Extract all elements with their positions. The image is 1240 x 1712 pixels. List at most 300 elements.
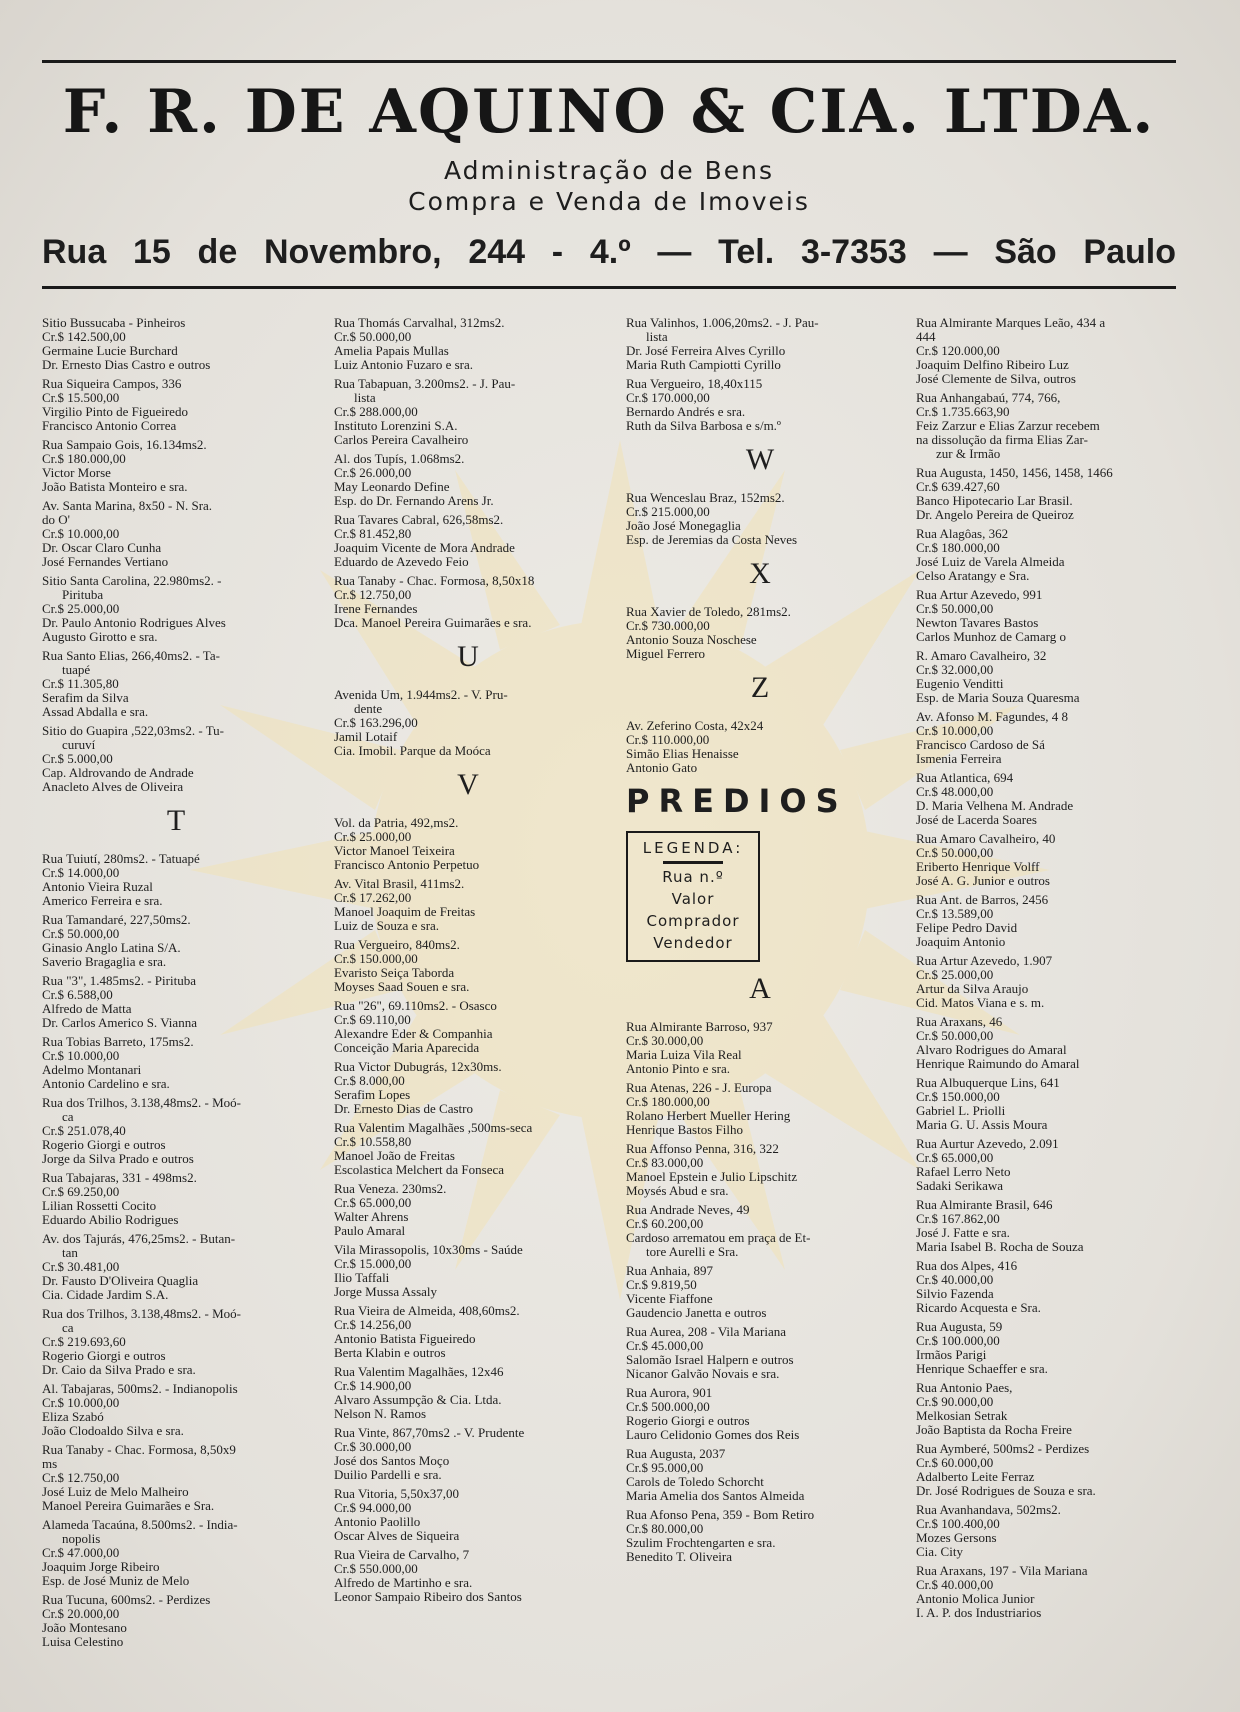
entry-value: Cr.$ 81.452,80 <box>334 527 412 541</box>
entry-value: Cr.$ 8.000,00 <box>334 1074 405 1088</box>
section-letter: W <box>745 443 775 476</box>
entry-line: Manoel João de Freitas <box>334 1149 455 1163</box>
listing-entry <box>916 1015 1184 1071</box>
entry-line: Cap. Aldrovando de Andrade <box>42 766 194 780</box>
entry-line: Serafim Lopes <box>334 1088 411 1102</box>
entry-line: Miguel Ferrero <box>626 647 706 661</box>
entry-line: nopolis <box>62 1532 101 1546</box>
entry-line: Manoel Pereira Guimarães e Sra. <box>42 1499 215 1513</box>
entry-line: Ginasio Anglo Latina S/A. <box>42 941 181 955</box>
entry-value: Cr.$ 9.819,50 <box>626 1278 697 1292</box>
entry-value: Cr.$ 10.558,80 <box>334 1135 412 1149</box>
entry-line: Amelia Papais Mullas <box>334 344 449 358</box>
entry-line: Banco Hipotecario Lar Brasil. <box>916 494 1073 508</box>
entry-address: Rua Valinhos, 1.006,20ms2. - J. Pau- <box>626 316 819 330</box>
listing-entry <box>334 938 602 994</box>
entry-line: Carlos Munhoz de Camarg o <box>916 630 1066 644</box>
entry-line: Vicente Fiaffone <box>626 1292 713 1306</box>
entry-address: Rua Vitoria, 5,50x37,00 <box>334 1487 459 1501</box>
listing-entry <box>916 893 1184 949</box>
entry-line: Alvaro Assumpção & Cia. Ltda. <box>334 1393 502 1407</box>
entry-line: Irene Fernandes <box>334 602 418 616</box>
entry-line: Alfredo de Matta <box>42 1002 132 1016</box>
entry-line: Augusto Girotto e sra. <box>42 630 158 644</box>
entry-value: Cr.$ 48.000,00 <box>916 785 994 799</box>
entry-line: Carlos Pereira Cavalheiro <box>334 433 469 447</box>
listing-entry <box>42 1307 310 1377</box>
entry-value: Cr.$ 47.000,00 <box>42 1546 120 1560</box>
top-rule <box>42 60 1176 63</box>
listing-entry <box>42 649 310 719</box>
entry-line: Dr. Paulo Antonio Rodrigues Alves <box>42 616 226 630</box>
entry-line: Sadaki Serikawa <box>916 1179 1004 1193</box>
entry-line: Dr. José Rodrigues de Souza e sra. <box>916 1484 1096 1498</box>
listing-entry <box>42 316 310 372</box>
listing-entry <box>334 1426 602 1482</box>
entry-line: Gabriel L. Priolli <box>916 1104 1006 1118</box>
entry-line: Rogerio Giorgi e outros <box>42 1349 166 1363</box>
entry-address: Rua Tucuna, 600ms2. - Perdizes <box>42 1593 211 1607</box>
legend-line: LEGENDA: <box>642 839 744 857</box>
entry-value: Cr.$ 30.000,00 <box>334 1440 412 1454</box>
entry-line: ms <box>42 1457 58 1471</box>
entry-value: Cr.$ 25.000,00 <box>916 968 994 982</box>
entry-line: Conceição Maria Aparecida <box>334 1041 480 1055</box>
entry-line: Duilio Pardelli e sra. <box>334 1468 442 1482</box>
entry-address: Av. dos Tajurás, 476,25ms2. - Butan- <box>42 1232 236 1246</box>
entry-value: Cr.$ 10.000,00 <box>42 527 120 541</box>
entry-address: Rua "26", 69.110ms2. - Osasco <box>334 999 497 1013</box>
entry-address: Rua Wenceslau Braz, 152ms2. <box>626 491 785 505</box>
entry-line: Rogerio Giorgi e outros <box>42 1138 166 1152</box>
entry-line: Berta Klabin e outros <box>334 1346 446 1360</box>
entry-address: Rua Vieira de Carvalho, 7 <box>334 1548 470 1562</box>
entry-value: Cr.$ 163.296,00 <box>334 716 418 730</box>
entry-line: Eriberto Henrique Volff <box>916 860 1040 874</box>
entry-line: João Clodoaldo Silva e sra. <box>42 1424 184 1438</box>
entry-line: Moysés Abud e sra. <box>626 1184 729 1198</box>
entry-value: Cr.$ 100.400,00 <box>916 1517 1000 1531</box>
entry-line: Celso Aratangy e Sra. <box>916 569 1030 583</box>
listing-entry <box>42 1593 310 1649</box>
listing-entry <box>42 913 310 969</box>
entry-line: Feiz Zarzur e Elias Zarzur recebem <box>916 419 1100 433</box>
entry-value: Cr.$ 80.000,00 <box>626 1522 704 1536</box>
entry-address: Rua Tanaby - Chac. Formosa, 8,50x9 <box>42 1443 236 1457</box>
listing-entry <box>916 527 1184 583</box>
entry-line: na dissolução da firma Elias Zar- <box>916 433 1088 447</box>
entry-line: Dr. Carlos Americo S. Vianna <box>42 1016 197 1030</box>
entry-address: Rua Atenas, 226 - J. Europa <box>626 1081 772 1095</box>
entry-line: Ricardo Acquesta e Sra. <box>916 1301 1041 1315</box>
business-line-1: Administração de Bens <box>444 156 774 185</box>
entry-address: Rua Araxans, 46 <box>916 1015 1003 1029</box>
entry-line: Luisa Celestino <box>42 1635 124 1649</box>
listing-entry <box>916 832 1184 888</box>
entry-address: Sitio do Guapira ,522,03ms2. - Tu- <box>42 724 225 738</box>
entry-line: José Luiz de Melo Malheiro <box>42 1485 189 1499</box>
entry-line: Adalberto Leite Ferraz <box>916 1470 1035 1484</box>
entry-line: Maria Isabel B. Rocha de Souza <box>916 1240 1084 1254</box>
entry-line: Henrique Bastos Filho <box>626 1123 743 1137</box>
entry-address: Rua Tabajaras, 331 - 498ms2. <box>42 1171 197 1185</box>
entry-address: Rua Aurea, 208 - Vila Mariana <box>626 1325 786 1339</box>
entry-line: Cia. City <box>916 1545 963 1559</box>
entry-address: Rua Tavares Cabral, 626,58ms2. <box>334 513 504 527</box>
entry-address: Rua Andrade Neves, 49 <box>626 1203 750 1217</box>
listing-entry <box>334 513 602 569</box>
listing-entry <box>916 710 1184 766</box>
entry-line: Antonio Pinto e sra. <box>626 1062 730 1076</box>
header-rule <box>42 286 1176 289</box>
entry-line: Rafael Lerro Neto <box>916 1165 1011 1179</box>
listing-entry <box>42 499 310 569</box>
entry-address: Sitio Bussucaba - Pinheiros <box>42 316 186 330</box>
entry-line: Antonio Cardelino e sra. <box>42 1077 170 1091</box>
firm-name: F. R. DE AQUINO & CIA. LTDA. <box>62 77 1156 147</box>
entry-value: Cr.$ 5.000,00 <box>42 752 113 766</box>
entry-line: Esp. de Jeremias da Costa Neves <box>626 533 798 547</box>
entry-value: Cr.$ 40.000,00 <box>916 1273 994 1287</box>
entry-line: João Baptista da Rocha Freire <box>916 1423 1072 1437</box>
entry-line: Manoel Epstein e Julio Lipschitz <box>626 1170 798 1184</box>
business-line-2: Compra e Venda de Imoveis <box>408 187 810 216</box>
entry-line: Cid. Matos Viana e s. m. <box>916 996 1045 1010</box>
listing-entry <box>334 1487 602 1543</box>
entry-line: Escolastica Melchert da Fonseca <box>334 1163 505 1177</box>
entry-value: Cr.$ 288.000,00 <box>334 405 418 419</box>
entry-line: Benedito T. Oliveira <box>626 1550 733 1564</box>
entry-value: Cr.$ 170.000,00 <box>626 391 710 405</box>
entry-address: Alameda Tacaúna, 8.500ms2. - India- <box>42 1518 238 1532</box>
listing-entry <box>42 724 310 794</box>
listing-entry <box>626 316 894 372</box>
entry-line: Dr. Ernesto Dias de Castro <box>334 1102 474 1116</box>
entry-line: Dr. José Ferreira Alves Cyrillo <box>626 344 786 358</box>
entry-address: Rua Vergueiro, 840ms2. <box>334 938 460 952</box>
entry-value: Cr.$ 120.000,00 <box>916 344 1000 358</box>
listing-entry <box>42 1443 310 1513</box>
entry-line: Luiz Antonio Fuzaro e sra. <box>334 358 473 372</box>
entry-line: Saverio Bragaglia e sra. <box>42 955 167 969</box>
entry-line: Esp. do Dr. Fernando Arens Jr. <box>334 494 494 508</box>
entry-value: Cr.$ 13.589,00 <box>916 907 994 921</box>
entry-line: curuví <box>62 738 96 752</box>
entry-line: Victor Morse <box>42 466 111 480</box>
entry-line: ca <box>62 1321 74 1335</box>
entry-value: Cr.$ 30.481,00 <box>42 1260 120 1274</box>
entry-value: Cr.$ 1.735.663,90 <box>916 405 1010 419</box>
listing-entry <box>334 316 602 372</box>
entry-line: Rolano Herbert Mueller Hering <box>626 1109 791 1123</box>
listing-entry <box>626 491 894 547</box>
entry-line: Eliza Szabó <box>42 1410 104 1424</box>
entry-line: Francisco Antonio Correa <box>42 419 177 433</box>
entry-line: Esp. de Maria Souza Quaresma <box>916 691 1080 705</box>
entry-line: Maria Amelia dos Santos Almeida <box>626 1489 805 1503</box>
listing-entry <box>916 1503 1184 1559</box>
entry-value: Cr.$ 45.000,00 <box>626 1339 704 1353</box>
listing-entry <box>916 1564 1184 1620</box>
listing-entry <box>42 1382 310 1438</box>
entry-line: Dr. Caio da Silva Prado e sra. <box>42 1363 196 1377</box>
listing-entry <box>42 438 310 494</box>
entry-line: Alexandre Eder & Companhia <box>334 1027 493 1041</box>
entry-line: João José Monegaglia <box>626 519 741 533</box>
entry-address: Rua Almirante Marques Leão, 434 a <box>916 316 1106 330</box>
entry-value: Cr.$ 30.000,00 <box>626 1034 704 1048</box>
entry-value: Cr.$ 17.262,00 <box>334 891 412 905</box>
listing-entry <box>916 771 1184 827</box>
entry-address: Rua Tabapuan, 3.200ms2. - J. Pau- <box>334 377 516 391</box>
entry-line: Eugenio Venditti <box>916 677 1004 691</box>
entry-line: Henrique Schaeffer e sra. <box>916 1362 1048 1376</box>
entry-value: Cr.$ 100.000,00 <box>916 1334 1000 1348</box>
entry-address: Rua Xavier de Toledo, 281ms2. <box>626 605 791 619</box>
entry-line: Maria Ruth Campiotti Cyrillo <box>626 358 781 372</box>
listing-entry <box>334 1304 602 1360</box>
entry-line: Francisco Antonio Perpetuo <box>334 858 480 872</box>
entry-line: dente <box>354 702 383 716</box>
entry-address: Rua Augusta, 2037 <box>626 1447 726 1461</box>
section-letter: T <box>166 804 186 837</box>
entry-line: tuapé <box>62 663 91 677</box>
entry-line: Maria G. U. Assis Moura <box>916 1118 1048 1132</box>
listing-entry <box>916 1198 1184 1254</box>
entry-line: Felipe Pedro David <box>916 921 1018 935</box>
entry-address: Rua Vinte, 867,70ms2 .- V. Prudente <box>334 1426 525 1440</box>
entry-address: Al. dos Tupís, 1.068ms2. <box>334 452 465 466</box>
entry-line: José A. G. Junior e outros <box>916 874 1050 888</box>
entry-address: Al. Tabajaras, 500ms2. - Indianopolis <box>42 1382 238 1396</box>
entry-line: Jorge Mussa Assaly <box>334 1285 438 1299</box>
entry-value: Cr.$ 10.000,00 <box>42 1049 120 1063</box>
entry-value: Cr.$ 83.000,00 <box>626 1156 704 1170</box>
column-4 <box>916 316 1184 1625</box>
legend-divider <box>663 861 723 864</box>
entry-address: R. Amaro Cavalheiro, 32 <box>916 649 1047 663</box>
entry-line: Melkosian Setrak <box>916 1409 1008 1423</box>
section-letter: V <box>457 768 479 801</box>
entry-value: Cr.$ 180.000,00 <box>626 1095 710 1109</box>
entry-line: Leonor Sampaio Ribeiro dos Santos <box>334 1590 522 1604</box>
entry-line: Moyses Saad Souen e sra. <box>334 980 470 994</box>
entry-line: Dca. Manoel Pereira Guimarães e sra. <box>334 616 532 630</box>
entry-address: Av. Zeferino Costa, 42x24 <box>626 719 764 733</box>
entry-value: Cr.$ 95.000,00 <box>626 1461 704 1475</box>
listing-entry <box>334 1121 602 1177</box>
entry-line: Dr. Fausto D'Oliveira Quaglia <box>42 1274 199 1288</box>
entry-line: Ilio Taffali <box>334 1271 390 1285</box>
entry-address: Rua Tuiutí, 280ms2. - Tatuapé <box>42 852 200 866</box>
entry-line: Irmãos Parigi <box>916 1348 987 1362</box>
entry-address: Rua Anhangabaú, 774, 766, <box>916 391 1061 405</box>
entry-line: Evaristo Seiça Taborda <box>334 966 455 980</box>
listing-entry <box>916 466 1184 522</box>
entry-address: Rua Valentim Magalhães ,500ms-seca <box>334 1121 533 1135</box>
listing-entry <box>334 688 602 758</box>
entry-line: Henrique Raimundo do Amaral <box>916 1057 1080 1071</box>
entry-address: Rua Ant. de Barros, 2456 <box>916 893 1049 907</box>
entry-line: João Montesano <box>42 1621 127 1635</box>
entry-value: Cr.$ 150.000,00 <box>916 1090 1000 1104</box>
entry-value: Cr.$ 50.000,00 <box>916 602 994 616</box>
entry-line: May Leonardo Define <box>334 480 450 494</box>
address-line: Rua 15 de Novembro, 244 - 4.º — Tel. 3-7353 — São Paulo <box>42 233 1176 271</box>
entry-address: Rua Almirante Brasil, 646 <box>916 1198 1053 1212</box>
listing-entry <box>334 452 602 508</box>
listing-entry <box>42 1232 310 1302</box>
entry-line: ca <box>62 1110 74 1124</box>
entry-address: Rua Artur Azevedo, 1.907 <box>916 954 1053 968</box>
entry-line: Antonio Batista Figueiredo <box>334 1332 476 1346</box>
entry-value: Cr.$ 500.000,00 <box>626 1400 710 1414</box>
entry-address: Rua Afonso Pena, 359 - Bom Retiro <box>626 1508 815 1522</box>
entry-line: Joaquim Antonio <box>916 935 1006 949</box>
entry-value: Cr.$ 10.000,00 <box>916 724 994 738</box>
entry-address: Rua Valentim Magalhães, 12x46 <box>334 1365 504 1379</box>
entry-address: Vol. da Patria, 492,ms2. <box>334 816 459 830</box>
entry-value: Cr.$ 110.000,00 <box>626 733 710 747</box>
entry-value: Cr.$ 65.000,00 <box>334 1196 412 1210</box>
entry-address: Rua Albuquerque Lins, 641 <box>916 1076 1060 1090</box>
entry-address: Avenida Um, 1.944ms2. - V. Pru- <box>334 688 508 702</box>
listing-entry <box>916 1320 1184 1376</box>
entry-value: Cr.$ 50.000,00 <box>334 330 412 344</box>
entry-address: Rua "3", 1.485ms2. - Pirituba <box>42 974 196 988</box>
entry-address: Rua Siqueira Campos, 336 <box>42 377 182 391</box>
listing-entry <box>626 1020 894 1076</box>
entry-address: Rua Almirante Barroso, 937 <box>626 1020 773 1034</box>
entry-value: Cr.$ 65.000,00 <box>916 1151 994 1165</box>
entry-value: Cr.$ 730.000,00 <box>626 619 710 633</box>
column-2 <box>334 316 602 1609</box>
entry-address: Rua Augusta, 1450, 1456, 1458, 1466 <box>916 466 1113 480</box>
entry-line: Dr. Angelo Pereira de Queiroz <box>916 508 1074 522</box>
entry-line: Nelson N. Ramos <box>334 1407 427 1421</box>
entry-line: Ruth da Silva Barbosa e s/m.º <box>626 419 781 433</box>
entry-value: Cr.$ 11.305,80 <box>42 677 119 691</box>
entry-line: tan <box>62 1246 78 1260</box>
entry-line: zur & Irmão <box>936 447 1001 461</box>
section-letter: X <box>749 557 771 590</box>
entry-line: Esp. de José Muniz de Melo <box>42 1574 190 1588</box>
listing-entry <box>626 1386 894 1442</box>
entry-value: Cr.$ 15.500,00 <box>42 391 120 405</box>
entry-line: Dr. Ernesto Dias Castro e outros <box>42 358 211 372</box>
entry-line: Alvaro Rodrigues do Amaral <box>916 1043 1067 1057</box>
entry-value: Cr.$ 32.000,00 <box>916 663 994 677</box>
listing-entry <box>916 1137 1184 1193</box>
entry-line: Americo Ferreira e sra. <box>42 894 163 908</box>
entry-address: Rua Affonso Penna, 316, 322 <box>626 1142 779 1156</box>
entry-line: 444 <box>916 330 936 344</box>
entry-value: Cr.$ 167.862,00 <box>916 1212 1000 1226</box>
listing-entry <box>334 816 602 872</box>
entry-value: Cr.$ 94.000,00 <box>334 1501 412 1515</box>
entry-value: Cr.$ 142.500,00 <box>42 330 126 344</box>
entry-line: Bernardo Andrés e sra. <box>626 405 746 419</box>
listing-entry <box>916 1442 1184 1498</box>
entry-address: Rua Tamandaré, 227,50ms2. <box>42 913 191 927</box>
entry-value: Cr.$ 15.000,00 <box>334 1257 412 1271</box>
listing-entry <box>334 574 602 630</box>
entry-line: Oscar Alves de Siqueira <box>334 1529 460 1543</box>
entry-value: Cr.$ 50.000,00 <box>42 927 120 941</box>
entry-value: Cr.$ 25.000,00 <box>42 602 120 616</box>
entry-address: Rua Amaro Cavalheiro, 40 <box>916 832 1056 846</box>
entry-value: Cr.$ 14.000,00 <box>42 866 120 880</box>
listing-entry <box>916 316 1184 386</box>
listing-entry <box>916 954 1184 1010</box>
legend-line: Valor <box>671 890 715 908</box>
entry-address: Rua Augusta, 59 <box>916 1320 1003 1334</box>
entry-address: Vila Mirassopolis, 10x30ms - Saúde <box>334 1243 523 1257</box>
entry-line: José Clemente de Silva, outros <box>916 372 1076 386</box>
entry-line: Joaquim Vicente de Mora Andrade <box>334 541 515 555</box>
entry-line: Walter Ahrens <box>334 1210 409 1224</box>
predios-heading: PREDIOS <box>626 782 848 820</box>
entry-line: Rogerio Giorgi e outros <box>626 1414 750 1428</box>
entry-value: Cr.$ 50.000,00 <box>916 846 994 860</box>
entry-value: Cr.$ 69.110,00 <box>334 1013 411 1027</box>
entry-address: Rua Santo Elias, 266,40ms2. - Ta- <box>42 649 220 663</box>
entry-value: Cr.$ 12.750,00 <box>334 588 412 602</box>
listing-entry <box>626 719 894 775</box>
listing-entry <box>42 974 310 1030</box>
listing-entry <box>334 999 602 1055</box>
entry-line: do O' <box>42 513 70 527</box>
entry-line: D. Maria Velhena M. Andrade <box>916 799 1074 813</box>
entry-line: Mozes Gersons <box>916 1531 997 1545</box>
entry-line: Dr. Oscar Claro Cunha <box>42 541 162 555</box>
listing-entry <box>626 1264 894 1320</box>
entry-value: Cr.$ 14.256,00 <box>334 1318 412 1332</box>
listing-entry <box>626 1142 894 1198</box>
entry-address: Rua Alagôas, 362 <box>916 527 1009 541</box>
section-letter: U <box>457 640 479 673</box>
entry-line: Jorge da Silva Prado e outros <box>42 1152 194 1166</box>
listing-entry <box>916 588 1184 644</box>
entry-line: Cia. Imobil. Parque da Moóca <box>334 744 491 758</box>
column-1 <box>42 316 310 1654</box>
entry-address: Rua Aurtur Azevedo, 2.091 <box>916 1137 1059 1151</box>
entry-line: Maria Luiza Vila Real <box>626 1048 742 1062</box>
listing-entry <box>334 1060 602 1116</box>
entry-value: Cr.$ 10.000,00 <box>42 1396 120 1410</box>
entry-address: Rua Antonio Paes, <box>916 1381 1013 1395</box>
entry-line: Luiz de Souza e sra. <box>334 919 440 933</box>
entry-line: Pirituba <box>62 588 104 602</box>
entry-address: Rua Victor Dubugrás, 12x30ms. <box>334 1060 502 1074</box>
entry-line: José de Lacerda Soares <box>916 813 1037 827</box>
entry-line: Paulo Amaral <box>334 1224 406 1238</box>
entry-line: lista <box>646 330 668 344</box>
entry-value: Cr.$ 90.000,00 <box>916 1395 994 1409</box>
entry-line: Antonio Gato <box>626 761 698 775</box>
entry-line: Salomão Israel Halpern e outros <box>626 1353 794 1367</box>
section-letter: Z <box>750 671 770 704</box>
entry-line: Cardoso arrematou em praça de Et- <box>626 1231 811 1245</box>
entry-value: Cr.$ 180.000,00 <box>42 452 126 466</box>
entry-line: Simão Elias Henaisse <box>626 747 739 761</box>
listing-entry <box>626 605 894 661</box>
listing-entry <box>334 1548 602 1604</box>
entry-address: Rua Vergueiro, 18,40x115 <box>626 377 763 391</box>
listing-entry <box>42 852 310 908</box>
entry-value: Cr.$ 150.000,00 <box>334 952 418 966</box>
entry-address: Av. Afonso M. Fagundes, 4 8 <box>916 710 1069 724</box>
